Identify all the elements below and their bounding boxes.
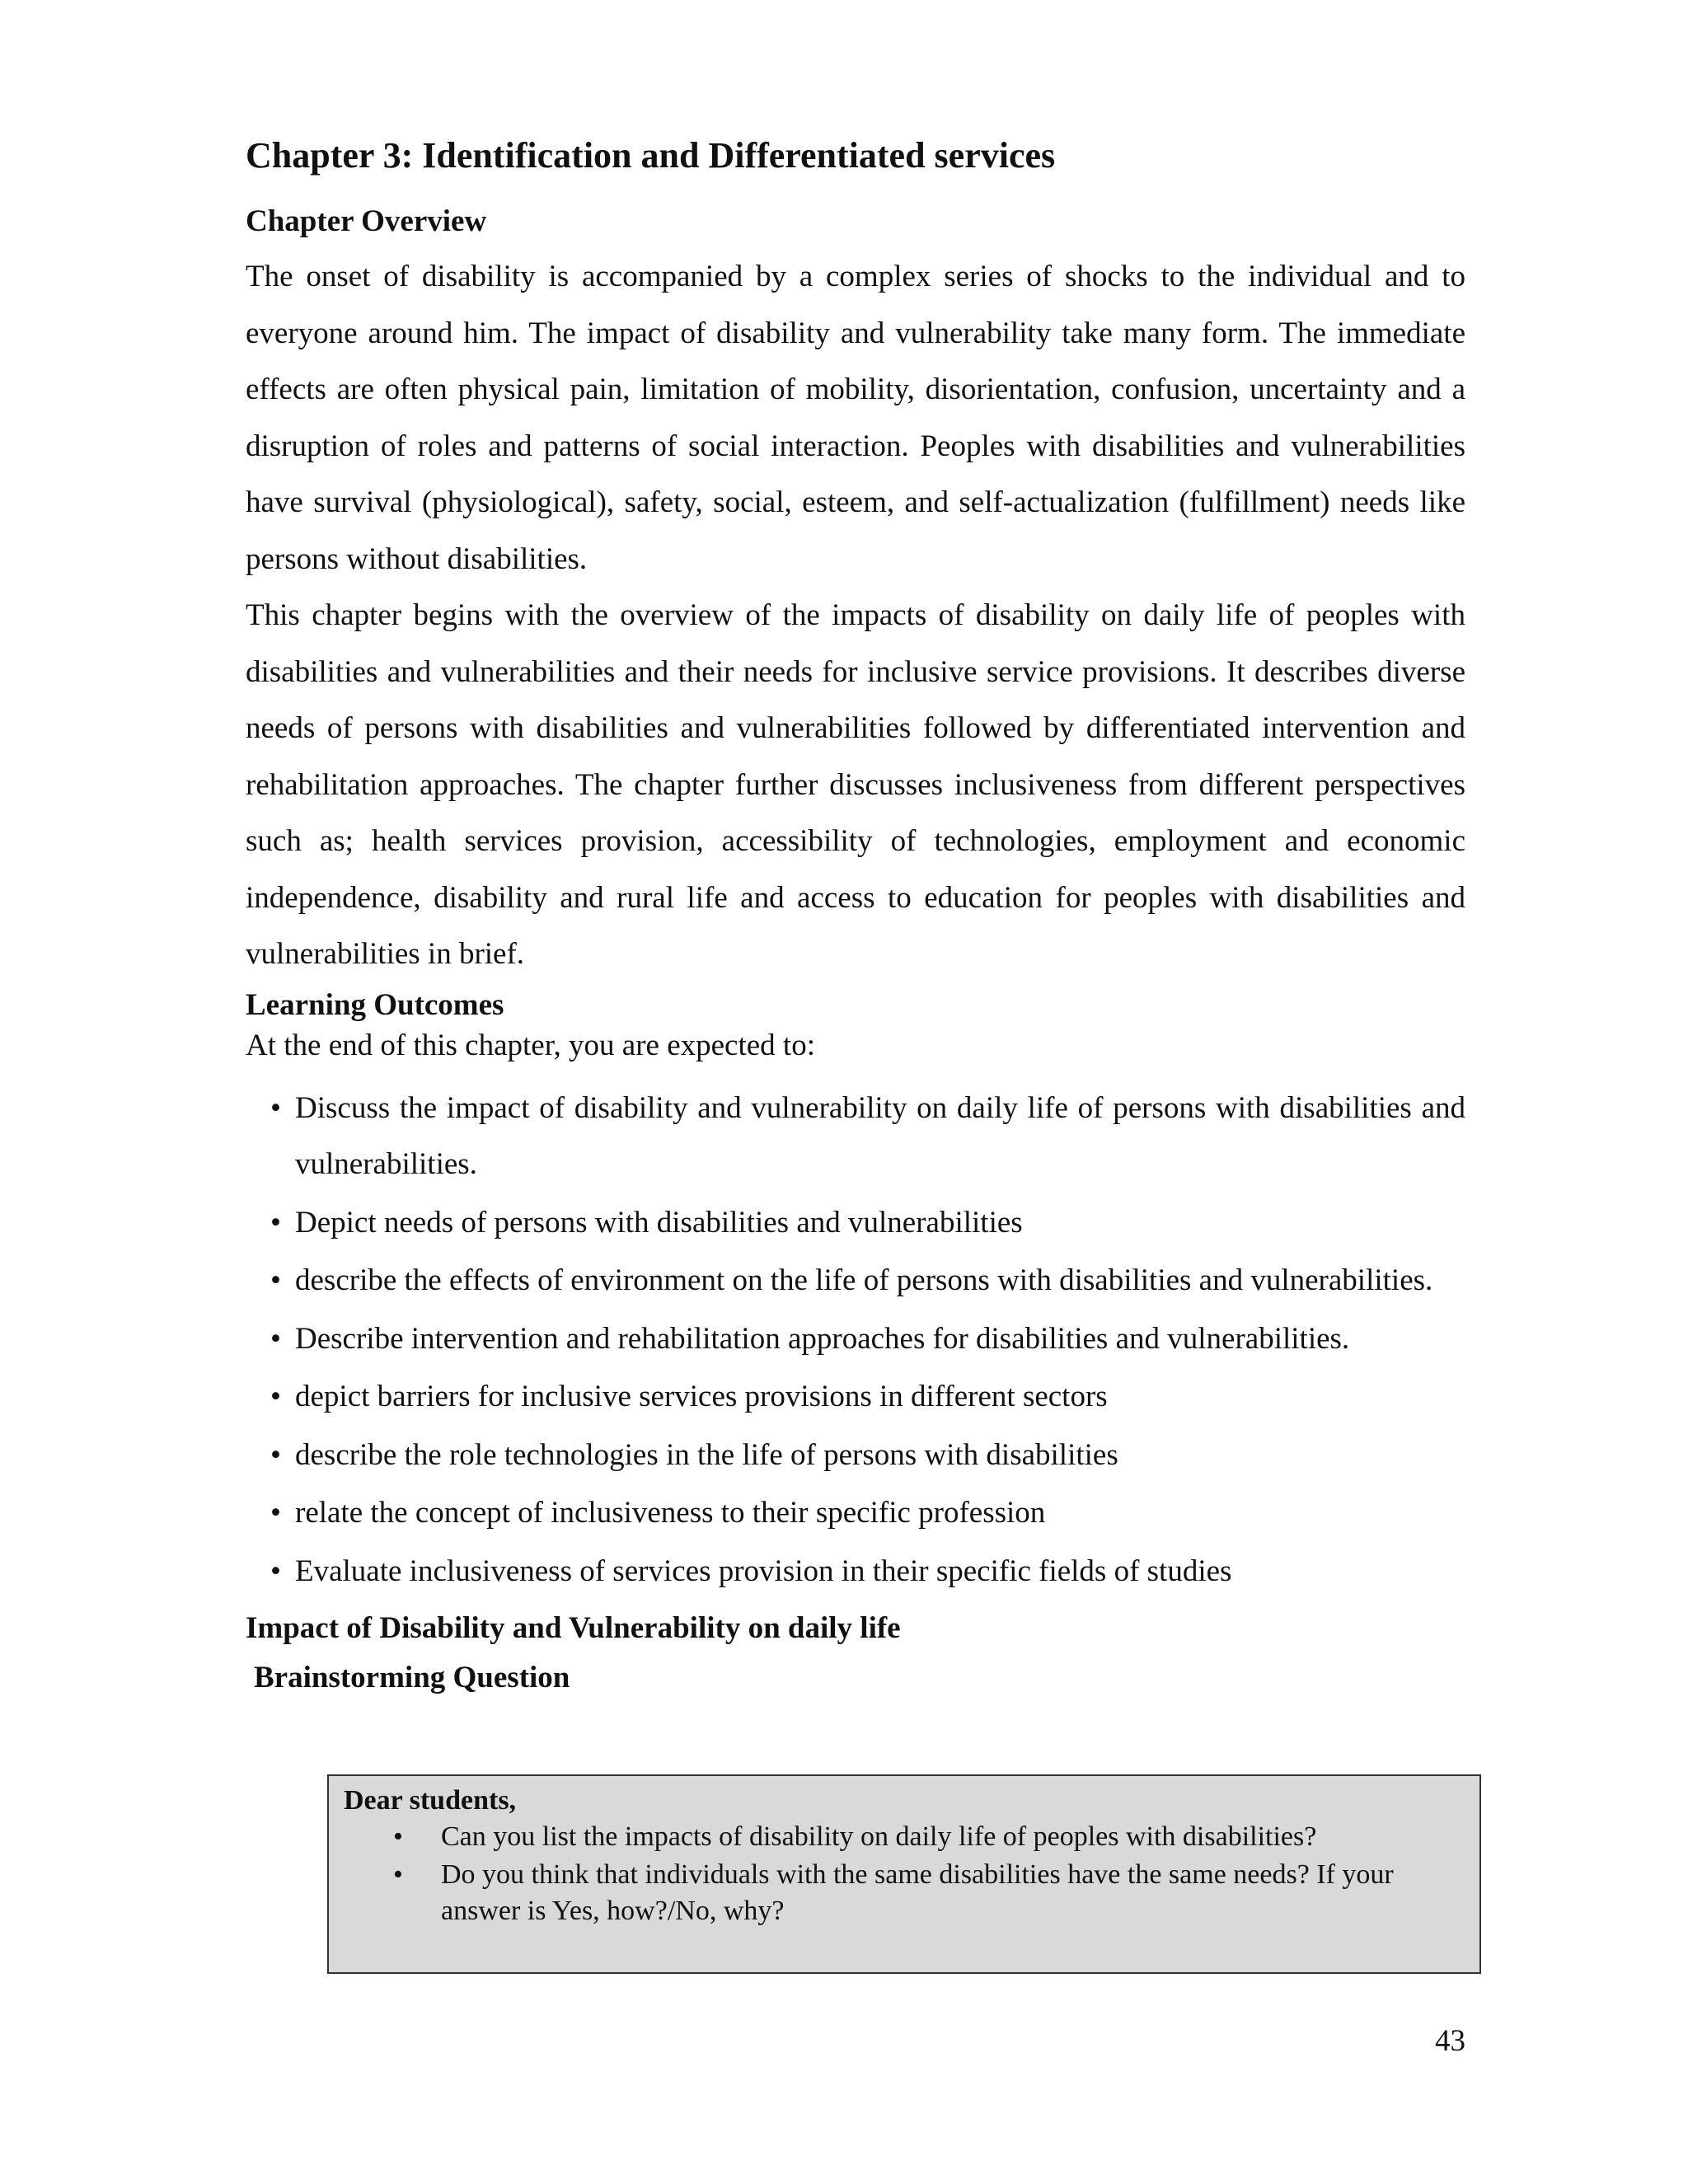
overview-paragraph-2: This chapter begins with the overview of the impacts of disability on daily life of peoples with disabilities and vulnerabilities and their needs for inclusive service provisions. It describes diverse needs of persons with disabilities and vulnerabilities followed by differentiated intervention and rehabilitation approaches. The chapter further discusses inclusiveness from different perspectives such as; health services provision, accessibility of technologies, employment and economic independence, disability and rural life and access to education for peoples with disabilities and vulnerabilities in brief. [246, 598, 1465, 971]
outcome-item: • depict barriers for inclusive services provisions in different sectors [270, 1369, 1465, 1426]
outcome-item: • describe the role technologies in the life of persons with disabilities [270, 1427, 1465, 1484]
outcome-item: • Discuss the impact of disability and vulnerability on daily life of persons with disabilities and vulnerabilities. [270, 1080, 1465, 1193]
brainstorming-heading: Brainstorming Question [254, 1661, 570, 1694]
impact-heading: Impact of Disability and Vulnerability on daily life [246, 1611, 901, 1645]
outcome-item: • Evaluate inclusiveness of services provision in their specific fields of studies [270, 1544, 1465, 1601]
overview-paragraph-1: The onset of disability is accompanied by a complex series of shocks to the individual and to everyone around him. The impact of disability and vulnerability take many form. The immediate effects are often physical pain, limitation of mobility, disorientation, confusion, uncertainty and a disruption of roles and patterns of social interaction. Peoples with disabilities and vulnerabilities have survival (physiological), safety, social, esteem, and self-actualization (fulfillment) needs like persons without disabilities. [246, 260, 1465, 576]
brainstorming-box [327, 1774, 1481, 1974]
page-body [246, 132, 1465, 1700]
outcome-item: • describe the effects of environment on the life of persons with disabilities and vulnerabilities. [270, 1253, 1465, 1310]
box-title: Dear students, [344, 1785, 517, 1816]
page-number: 43 [1435, 2024, 1465, 2058]
question-item: • Do you think that individuals with the same disabilities have the same needs? If your answer is Yes, how?/No, why? [393, 1857, 1465, 1929]
overview-heading: Chapter Overview [246, 204, 487, 238]
outcome-item: • relate the concept of inclusiveness to their specific profession [270, 1485, 1465, 1542]
learning-outcomes-intro: At the end of this chapter, you are expected to: [246, 1028, 815, 1062]
learning-outcomes-heading: Learning Outcomes [246, 987, 504, 1022]
outcome-item: • Depict needs of persons with disabilities and vulnerabilities [270, 1195, 1465, 1252]
chapter-title: Chapter 3: Identification and Differentiated services [246, 135, 1056, 176]
brainstorming-questions-list [344, 1819, 1465, 1929]
question-item: • Can you list the impacts of disability on daily life of peoples with disabilities? [393, 1819, 1465, 1855]
outcome-item: • Describe intervention and rehabilitation approaches for disabilities and vulnerabilities. [270, 1311, 1465, 1368]
learning-outcomes-list [246, 1080, 1465, 1601]
